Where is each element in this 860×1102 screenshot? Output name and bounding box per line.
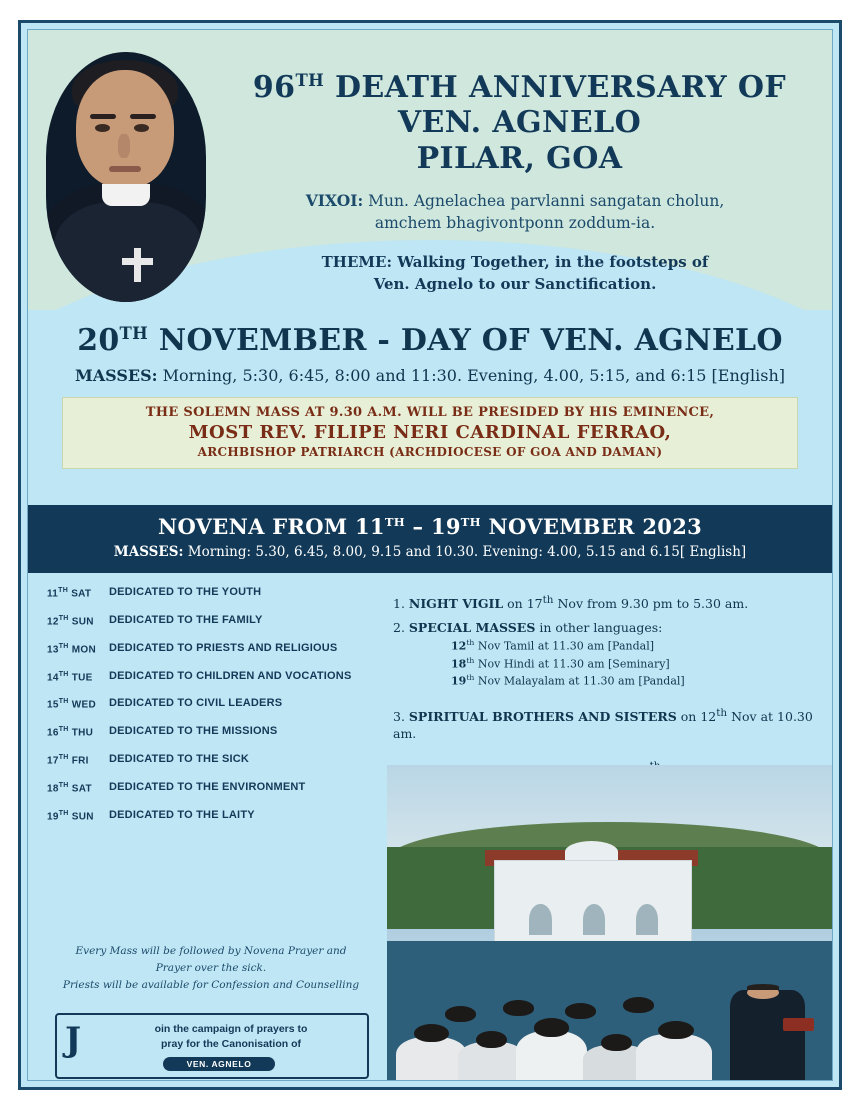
- portrait-mouth: [109, 166, 141, 172]
- schedule-date-sup: TH: [58, 614, 69, 622]
- portrait-eye-left: [95, 124, 110, 132]
- day-of-ven-agnelo-section: [28, 315, 832, 500]
- schedule-day: THU: [68, 727, 94, 739]
- priest-hair: [747, 984, 778, 990]
- portrait-brow-right: [130, 114, 156, 119]
- crowd-body: [516, 1031, 587, 1080]
- novena-masses-text: Morning: 5.30, 6.45, 8.00, 9.15 and 10.30. Evening: 4.00, 5.15 and 6.15[ English]: [183, 544, 747, 560]
- schedule-date-sup: TH: [58, 781, 69, 789]
- crowd-head: [658, 1021, 694, 1040]
- footer-note-line3: Priests will be available for Confession and Counselling: [62, 978, 360, 991]
- sub3-text: Nov Malayalam at 11.30 am [Pandal]: [474, 674, 685, 688]
- schedule-date-number: 18: [47, 783, 59, 795]
- title-number: 96: [252, 70, 296, 105]
- poster: [18, 20, 842, 1090]
- cross-icon: [134, 248, 141, 282]
- day-title-rest: NOVEMBER - DAY OF VEN. AGNELO: [148, 323, 783, 358]
- solemn-mass-box: [62, 397, 798, 469]
- theme-text-line2: Ven. Agnelo to our Sanctification.: [373, 274, 657, 293]
- solemn-mass-presider: MOST REV. FILIPE NERI CARDINAL FERRAO,: [188, 422, 672, 443]
- note-3-number: 3.: [393, 708, 409, 724]
- list-item: [47, 752, 367, 767]
- vixoi-block: [228, 190, 802, 235]
- schedule-date-number: 17: [47, 755, 59, 767]
- note-3-rest-a: on 12: [676, 708, 717, 724]
- schedule-date-sup: TH: [58, 642, 69, 650]
- crowd-body: [396, 1037, 467, 1080]
- photo-church-arch: [583, 904, 605, 936]
- list-item: [47, 613, 367, 628]
- novena-title-suffix: NOVEMBER 2023: [480, 514, 703, 539]
- list-item: [47, 696, 367, 711]
- day-ordinal-suffix: TH: [119, 324, 149, 343]
- schedule-date-number: 15: [47, 699, 59, 711]
- cross-icon-bar: [122, 258, 153, 265]
- schedule-day: SUN: [68, 616, 94, 628]
- schedule-text: DEDICATED TO THE ENVIRONMENT: [109, 780, 306, 793]
- photo-church-arch: [636, 904, 658, 936]
- note-1-rest-a: on 17: [503, 596, 543, 612]
- schedule-text: DEDICATED TO PRIESTS AND RELIGIOUS: [109, 641, 338, 654]
- day-masses-text: Morning, 5:30, 6:45, 8:00 and 11:30. Evening, 4.00, 5:15, and 6:15 [English]: [157, 366, 785, 385]
- photo-church-arch: [529, 904, 551, 936]
- schedule-date-sup: TH: [58, 809, 69, 817]
- schedule-text: DEDICATED TO CHILDREN AND VOCATIONS: [109, 669, 352, 682]
- schedule-date: [47, 724, 109, 738]
- portrait-roman-collar: [102, 184, 150, 206]
- schedule-date-sup: TH: [58, 670, 69, 678]
- schedule-date-sup: TH: [58, 726, 69, 734]
- note-1-bold: NIGHT VIGIL: [408, 596, 504, 612]
- book-icon: [783, 1018, 814, 1031]
- note-1-sup: th: [542, 594, 554, 606]
- schedule-date-sup: TH: [58, 754, 69, 762]
- page-title: [223, 70, 816, 176]
- schedule-date: [47, 669, 109, 683]
- vixoi-text-line2: amchem bhagivontponn zoddum-ia.: [374, 214, 656, 233]
- campaign-line1: oin the campaign of prayers to: [154, 1023, 308, 1035]
- crowd-head: [503, 1000, 534, 1016]
- list-item: [47, 780, 367, 795]
- schedule-date: [47, 808, 109, 822]
- schedule-date: [47, 613, 109, 627]
- poster-header: [28, 30, 832, 310]
- note-2-bold: SPECIAL MASSES: [408, 620, 536, 636]
- day-masses-label: MASSES:: [75, 366, 158, 385]
- title-rest: DEATH ANNIVERSARY OF VEN. AGNELO: [324, 70, 787, 141]
- priest-robe: [730, 990, 806, 1080]
- novena-title: [28, 505, 832, 539]
- note-item-night-vigil: [393, 593, 823, 613]
- schedule-date-number: 16: [47, 727, 59, 739]
- note-1-rest-b: Nov from 9.30 pm to 5.30 am.: [553, 596, 749, 612]
- day-number: 20: [77, 323, 120, 358]
- schedule-text: DEDICATED TO THE YOUTH: [109, 586, 262, 598]
- canonisation-campaign-box: [55, 1013, 369, 1079]
- schedule-date-sup: TH: [58, 698, 69, 706]
- note-3-sup: th: [716, 706, 728, 719]
- crowd-head: [623, 997, 654, 1013]
- theme-label: THEME:: [321, 253, 392, 271]
- vixoi-text: Mun. Agnelachea parvlanni sangatan cholun,: [363, 192, 725, 210]
- campaign-drop-cap: J: [65, 1020, 82, 1060]
- sub2-date: 18: [451, 657, 467, 671]
- schedule-date-number: 19: [47, 811, 59, 823]
- schedule-day: FRI: [68, 755, 89, 767]
- schedule-day: WED: [68, 699, 96, 711]
- schedule-date: [47, 585, 109, 599]
- novena-sup-2: TH: [460, 515, 481, 529]
- sub1-sup: th: [466, 637, 475, 647]
- notes-spacer: [393, 697, 823, 706]
- notes-spacer: [393, 750, 823, 759]
- novena-masses-label: MASSES:: [113, 544, 184, 560]
- list-item: [47, 808, 367, 823]
- footer-note-line2: Prayer over the sick.: [155, 961, 267, 974]
- crowd-head: [534, 1018, 570, 1037]
- crowd-head: [414, 1024, 450, 1043]
- schedule-day: SAT: [68, 588, 92, 600]
- campaign-line2: pray for the Canonisation of: [160, 1037, 301, 1050]
- sub2-sup: th: [466, 655, 475, 665]
- sub3-date: 19: [451, 674, 467, 688]
- theme-block: [228, 252, 802, 296]
- ven-agnelo-portrait: [46, 52, 206, 302]
- novena-sup-1: TH: [384, 515, 405, 529]
- note-2-number: 2.: [393, 620, 409, 636]
- sub1-text: Nov Tamil at 11.30 am [Pandal]: [474, 639, 655, 653]
- crowd-head: [445, 1006, 476, 1022]
- special-mass-hindi: [451, 655, 823, 673]
- schedule-text: DEDICATED TO THE LAITY: [109, 808, 255, 821]
- note-item-special-masses: [393, 620, 823, 690]
- schedule-date-number: 11: [47, 588, 59, 600]
- solemn-mass-title: ARCHBISHOP PATRIARCH (ARCHDIOCESE OF GOA AND DAMAN): [197, 445, 663, 459]
- schedule-date-number: 13: [47, 644, 59, 656]
- note-item-spiritual-brothers-sisters: [393, 706, 823, 743]
- schedule-day: SUN: [68, 811, 94, 823]
- crowd-head: [476, 1031, 507, 1048]
- campaign-text: [101, 1022, 361, 1051]
- sub3-sup: th: [466, 673, 475, 683]
- theme-text: Walking Together, in the footsteps of: [391, 253, 709, 271]
- special-mass-tamil: [451, 637, 823, 655]
- sub2-text: Nov Hindi at 11.30 am [Seminary]: [474, 657, 670, 671]
- portrait-cape: [54, 202, 202, 302]
- title-ordinal-suffix: TH: [295, 71, 325, 90]
- novena-title-mid: – 19: [404, 514, 461, 539]
- title-line-2: PILAR, GOA: [416, 140, 623, 176]
- day-title: [28, 323, 832, 358]
- footer-note: [61, 943, 361, 993]
- footer-note-line1: Every Mass will be followed by Novena Prayer and: [75, 945, 347, 957]
- portrait-eye-right: [134, 124, 149, 132]
- sub1-date: 12: [451, 639, 467, 653]
- schedule-date: [47, 696, 109, 710]
- list-item: [47, 669, 367, 684]
- schedule-date: [47, 752, 109, 766]
- congregation-photo: [387, 765, 832, 1080]
- portrait-brow-left: [90, 114, 116, 119]
- status-badge: VEN. AGNELO: [163, 1057, 275, 1071]
- schedule-date-sup: TH: [58, 587, 69, 594]
- schedule-date: [47, 641, 109, 655]
- novena-schedule-list: [47, 585, 367, 836]
- special-mass-malayalam: [451, 672, 823, 690]
- crowd-head: [565, 1003, 596, 1019]
- schedule-date-number: 14: [47, 671, 59, 683]
- photo-crowd: [387, 935, 832, 1080]
- portrait-nose: [118, 134, 130, 158]
- novena-band: [28, 505, 832, 573]
- vixoi-label: VIXOI:: [305, 191, 364, 210]
- novena-masses-line: [28, 544, 832, 560]
- note-3-rest-b: Nov at 10.30 am.: [393, 708, 813, 741]
- day-masses-line: [28, 366, 832, 385]
- list-item: [47, 585, 367, 600]
- special-events-notes: [393, 593, 823, 786]
- schedule-day: TUE: [68, 671, 93, 683]
- crowd-head: [601, 1034, 632, 1051]
- list-item: [47, 641, 367, 656]
- list-item: [47, 724, 367, 739]
- schedule-date-number: 12: [47, 616, 59, 628]
- note-3-bold: SPIRITUAL BROTHERS AND SISTERS: [408, 708, 677, 724]
- schedule-date: [47, 780, 109, 794]
- schedule-text: DEDICATED TO THE SICK: [109, 753, 250, 766]
- novena-title-prefix: NOVENA FROM 11: [157, 514, 385, 539]
- schedule-day: MON: [68, 644, 96, 656]
- schedule-day: SAT: [68, 783, 92, 795]
- note-1-number: 1.: [393, 596, 409, 612]
- note-2-rest: in other languages:: [535, 620, 663, 636]
- crowd-body: [636, 1034, 712, 1080]
- schedule-text: DEDICATED TO THE MISSIONS: [109, 725, 278, 738]
- schedule-text: DEDICATED TO CIVIL LEADERS: [109, 697, 283, 710]
- schedule-text: DEDICATED TO THE FAMILY: [109, 613, 263, 626]
- solemn-mass-line1: THE SOLEMN MASS AT 9.30 A.M. WILL BE PRESIDED BY HIS EMINENCE,: [145, 405, 715, 420]
